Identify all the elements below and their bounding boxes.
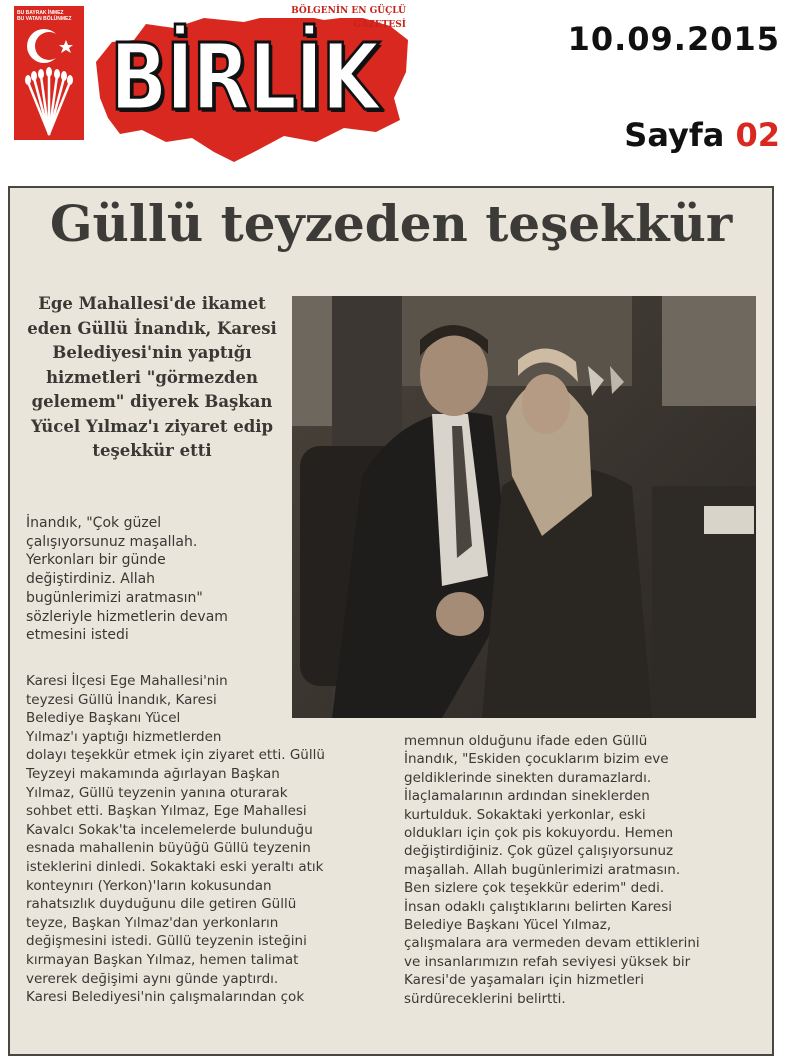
page-number: 02 <box>735 116 780 154</box>
article-photo <box>292 296 756 718</box>
photo-illustration <box>292 296 756 718</box>
page-indicator <box>624 116 780 154</box>
article-body-left: Karesi İlçesi Ege Mahallesi'nin teyzesi Güllü İnandık, Karesi Belediye Başkanı Yücel Yılmaz'ı yaptığı hizmetlerden dolayı teşekkür etmek için ziyaret etti. Güllü Teyzeyi makamında ağırlayan Başkan Yılmaz, Güllü teyzenin yanına oturarak sohbet etti. Başkan Yılmaz, Ege Mahallesi Kavalcı Sokak'ta incelemelerde bulunduğu esnada mahallenin büyüğü Güllü teyzenin isteklerini dinledi. Sokaktaki eski yeraltı atık konteynırı (Yerkon)'ların kokusundan rahatsızlık duyduğunu dile getiren Güllü teyze, Başkan Yılmaz'dan yerkonların değişmesini istedi. Güllü teyzenin isteğini kırmayan Başkan Yılmaz, hemen talimat vererek değişimi aynı günde yaptırdı. Karesi Belediyesi'nin çalışmalarından çok <box>26 673 325 1006</box>
flag-emblem <box>14 6 84 140</box>
article-deck: Ege Mahallesi'de ikamet eden Güllü İnandık, Karesi Belediyesi'nin yaptığı hizmetleri "görmezden gelemem" diyerek Başkan Yücel Yılmaz'ı ziyaret edip teşekkür etti <box>27 294 277 460</box>
article-intro: İnandık, "Çok güzel çalışıyorsunuz maşallah. Yerkonları bir günde değiştirdiniz. Allah bugünlerimizi aratmasın" sözleriyle hizmetlerin devam etmesini istedi <box>26 515 228 644</box>
page-label: Sayfa <box>624 116 725 154</box>
article-clipping <box>8 186 774 1056</box>
crescent-star-icon <box>14 6 84 140</box>
newspaper-logo: BİRLİK <box>110 24 379 131</box>
article-body-right: memnun olduğunu ifade eden Güllü İnandık, "Eskiden çocuklarım bizim eve geldiklerinde sinekten duramazlardı. İlaçlamalarının ardından sineklerden kurtulduk. Sokaktaki yerkonlar, eski oldukları için çok pis kokuyordu. Hemen değiştirdiğiniz. Çok güzel çalışıyorsunuz maşallah. Allah bugünlerimizi aratmasın. Ben sizlere çok teşekkür ederim" dedi. İnsan odaklı çalıştıklarını belirten Karesi Belediye Başkanı Yücel Yılmaz, çalışmalara ara vermeden devam ettiklerini ve insanlarımızın refah seviyesi yüksek bir Karesi'de yaşamaları için hizmetleri sürdüreceklerini belirtti. <box>404 733 700 1007</box>
masthead-tagline: BÖLGENİN EN GÜÇLÜ GAZETESİ <box>240 4 406 18</box>
issue-date: 10.09.2015 <box>567 20 780 58</box>
emblem-slogan: BU BAYRAK İNMEZ BU VATAN BÖLÜNMEZ <box>17 10 72 22</box>
article-headline: Güllü teyzeden teşekkür <box>49 194 733 253</box>
